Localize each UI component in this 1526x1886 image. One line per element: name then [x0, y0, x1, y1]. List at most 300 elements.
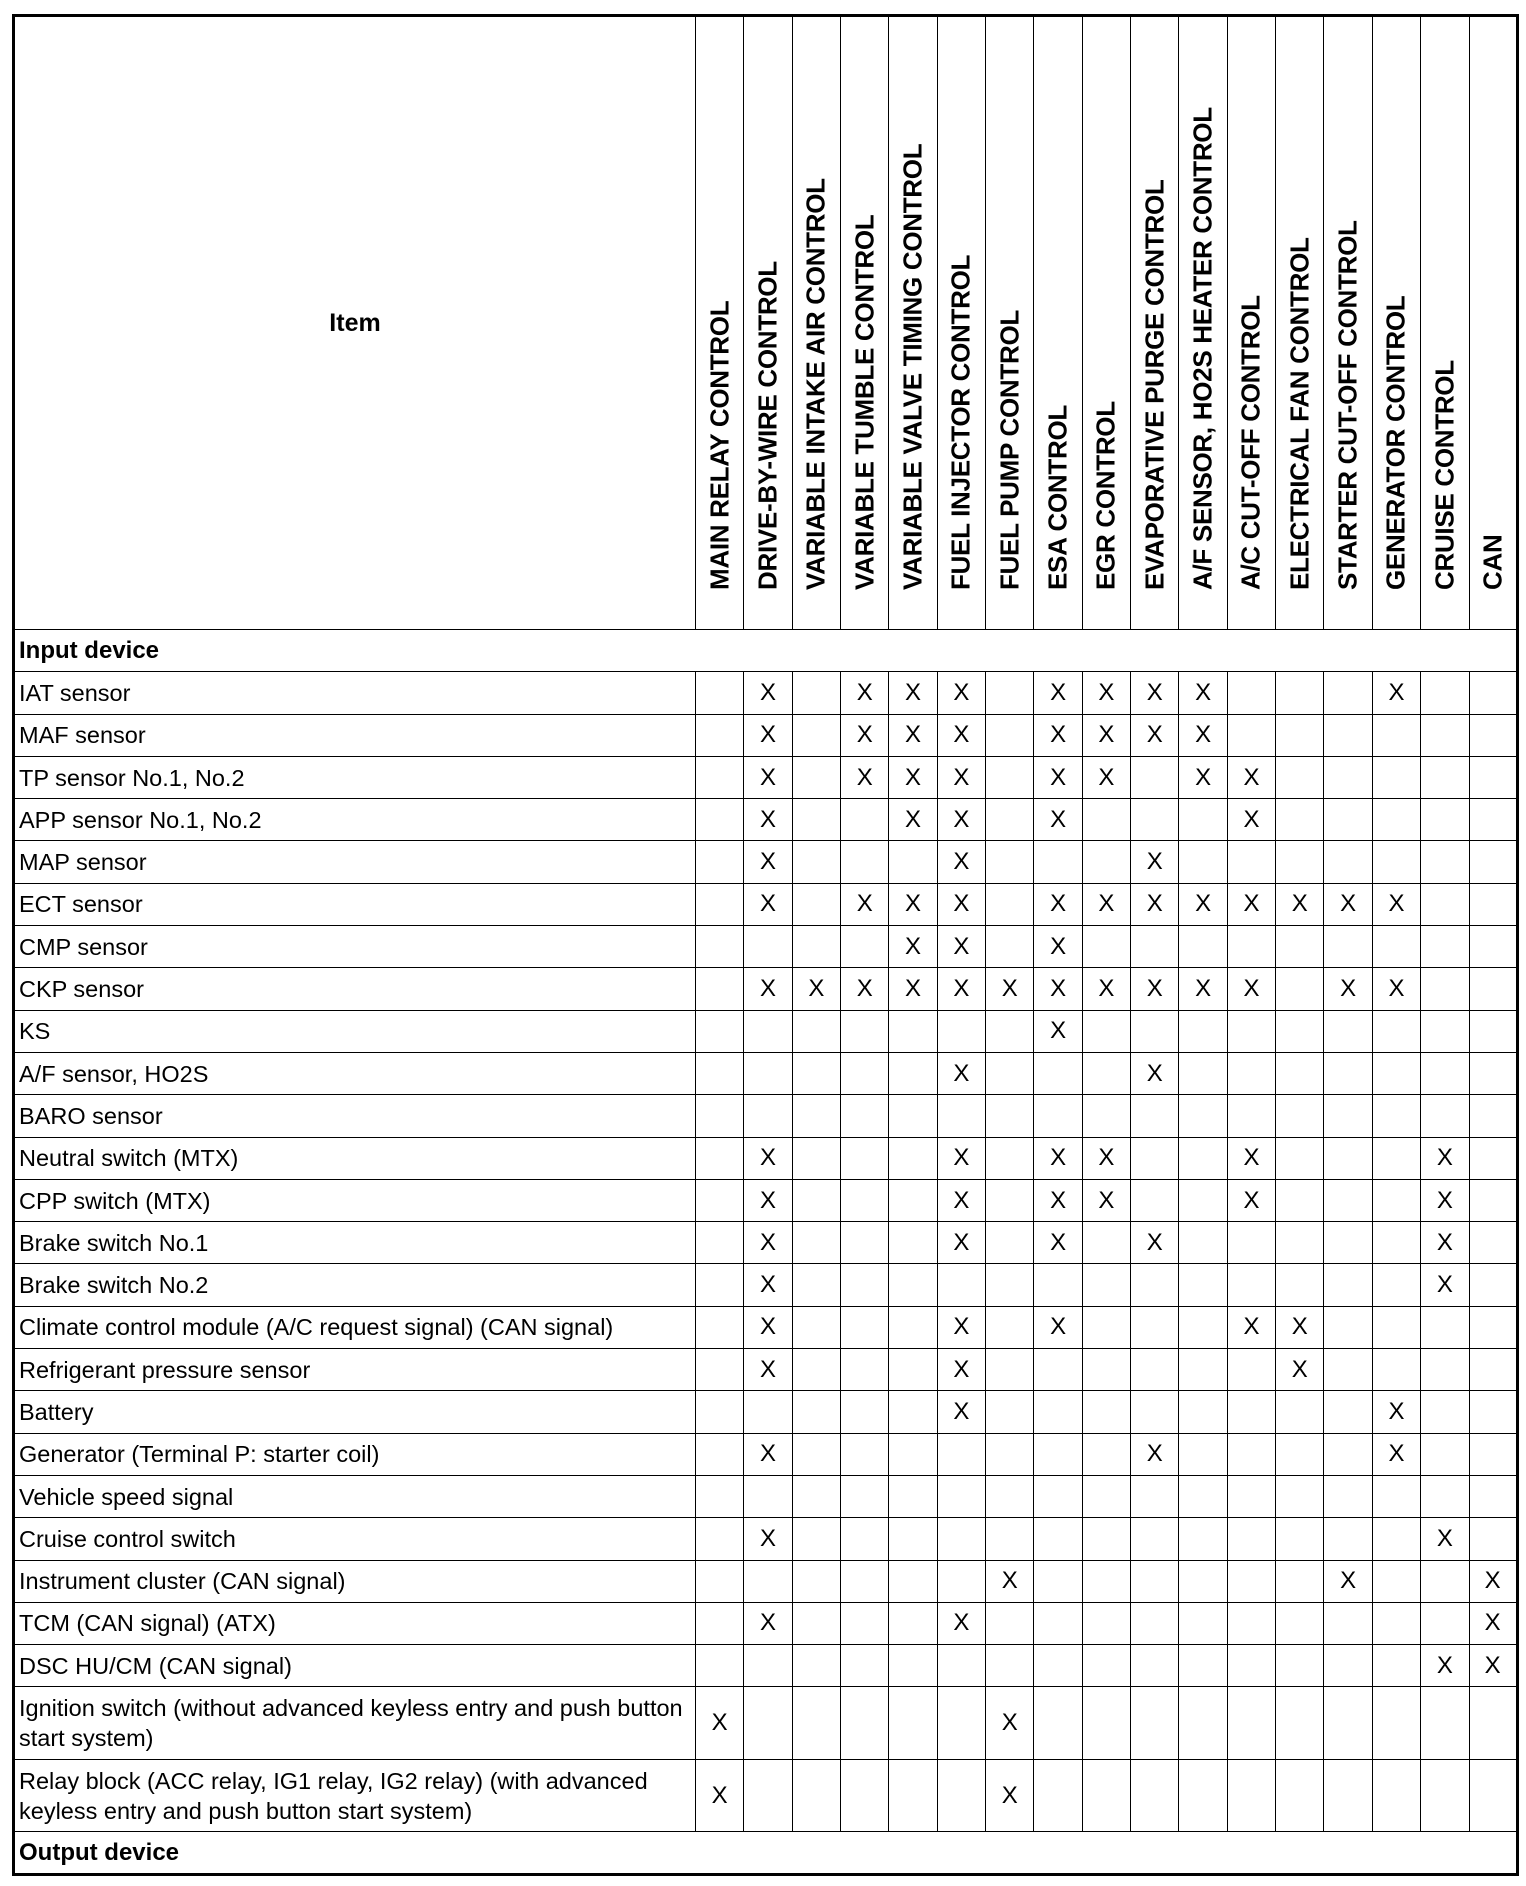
matrix-cell [937, 1264, 985, 1306]
matrix-cell [1324, 714, 1372, 756]
matrix-cell: X [937, 968, 985, 1010]
matrix-cell [1227, 841, 1275, 883]
matrix-cell [1082, 926, 1130, 968]
matrix-cell: X [1421, 1222, 1469, 1264]
matrix-cell [889, 1349, 937, 1391]
matrix-cell [1179, 1137, 1227, 1179]
matrix-cell [1324, 1179, 1372, 1221]
matrix-cell: X [937, 926, 985, 968]
matrix-cell [1227, 1010, 1275, 1052]
matrix-cell [1469, 926, 1517, 968]
matrix-cell [986, 1222, 1034, 1264]
matrix-cell [792, 1222, 840, 1264]
matrix-cell: X [1034, 1306, 1082, 1348]
control-matrix-table [12, 14, 1519, 1876]
matrix-cell [1227, 1433, 1275, 1475]
matrix-cell [1276, 1645, 1324, 1687]
matrix-cell [937, 1010, 985, 1052]
matrix-cell [696, 1560, 744, 1602]
matrix-cell [1469, 1349, 1517, 1391]
matrix-cell [744, 1095, 792, 1137]
matrix-cell: X [937, 1349, 985, 1391]
matrix-cell [792, 756, 840, 798]
matrix-cell: X [1421, 1518, 1469, 1560]
table-row [14, 883, 1518, 925]
matrix-cell: X [841, 672, 889, 714]
column-header-label: FUEL PUMP CONTROL [994, 310, 1025, 590]
matrix-cell [986, 1645, 1034, 1687]
matrix-cell: X [1034, 672, 1082, 714]
matrix-cell [841, 1560, 889, 1602]
matrix-cell [986, 756, 1034, 798]
matrix-cell: X [986, 968, 1034, 1010]
matrix-cell [792, 1010, 840, 1052]
matrix-cell: X [744, 672, 792, 714]
matrix-cell [696, 1433, 744, 1475]
matrix-cell [1179, 1560, 1227, 1602]
matrix-cell [696, 1602, 744, 1644]
matrix-cell [1034, 1391, 1082, 1433]
matrix-cell [986, 1518, 1034, 1560]
matrix-cell: X [937, 1391, 985, 1433]
matrix-cell: X [1034, 926, 1082, 968]
table-row [14, 1560, 1518, 1602]
table-row [14, 672, 1518, 714]
input-device-section [14, 630, 1518, 672]
matrix-cell [1227, 1518, 1275, 1560]
matrix-cell [1421, 756, 1469, 798]
matrix-cell [1421, 1687, 1469, 1760]
matrix-cell [696, 1137, 744, 1179]
matrix-cell: X [1131, 1052, 1179, 1094]
row-label: TP sensor No.1, No.2 [14, 756, 696, 798]
column-header-label: MAIN RELAY CONTROL [704, 300, 735, 590]
column-header-label: VARIABLE VALVE TIMING CONTROL [897, 143, 928, 590]
matrix-cell: X [1034, 1222, 1082, 1264]
matrix-cell: X [841, 756, 889, 798]
matrix-cell: X [889, 799, 937, 841]
matrix-cell: X [1324, 1560, 1372, 1602]
column-header [1469, 16, 1517, 630]
column-header [1034, 16, 1082, 630]
matrix-cell [841, 1306, 889, 1348]
column-header-label: DRIVE-BY-WIRE CONTROL [752, 261, 783, 590]
matrix-cell: X [889, 926, 937, 968]
matrix-cell [1469, 1306, 1517, 1348]
row-label: Instrument cluster (CAN signal) [14, 1560, 696, 1602]
matrix-cell [1276, 1222, 1324, 1264]
matrix-cell: X [937, 1306, 985, 1348]
matrix-cell [792, 672, 840, 714]
matrix-cell [841, 1602, 889, 1644]
matrix-cell: X [744, 1602, 792, 1644]
matrix-cell [937, 1759, 985, 1832]
column-header [1179, 16, 1227, 630]
matrix-cell: X [986, 1687, 1034, 1760]
matrix-cell: X [744, 841, 792, 883]
column-header [744, 16, 792, 630]
matrix-cell [1324, 1391, 1372, 1433]
column-header [1276, 16, 1324, 630]
table-row [14, 756, 1518, 798]
matrix-cell [986, 1306, 1034, 1348]
matrix-cell [1179, 1391, 1227, 1433]
matrix-cell: X [744, 1179, 792, 1221]
matrix-cell: X [1179, 756, 1227, 798]
matrix-cell [889, 1645, 937, 1687]
matrix-cell [1324, 672, 1372, 714]
matrix-cell [1034, 1645, 1082, 1687]
matrix-cell: X [1131, 968, 1179, 1010]
column-header-label: EGR CONTROL [1090, 401, 1121, 590]
table-row [14, 1687, 1518, 1760]
table-row [14, 1306, 1518, 1348]
matrix-cell [1276, 1095, 1324, 1137]
matrix-cell [1276, 714, 1324, 756]
column-header-label: ESA CONTROL [1042, 405, 1073, 590]
matrix-cell [841, 1095, 889, 1137]
matrix-cell [792, 1137, 840, 1179]
matrix-cell [986, 1010, 1034, 1052]
column-header [889, 16, 937, 630]
matrix-cell [1324, 1306, 1372, 1348]
matrix-cell [841, 1475, 889, 1517]
table-row [14, 968, 1518, 1010]
matrix-cell [792, 1052, 840, 1094]
matrix-cell [696, 1518, 744, 1560]
matrix-cell [1324, 756, 1372, 798]
matrix-cell: X [937, 1052, 985, 1094]
matrix-cell: X [1421, 1645, 1469, 1687]
matrix-cell [1421, 1095, 1469, 1137]
matrix-cell [1276, 799, 1324, 841]
matrix-cell [1131, 1759, 1179, 1832]
row-label: Vehicle speed signal [14, 1475, 696, 1517]
matrix-cell [986, 926, 1034, 968]
matrix-cell [1227, 1475, 1275, 1517]
matrix-cell [986, 1264, 1034, 1306]
matrix-cell [986, 1179, 1034, 1221]
matrix-cell [889, 841, 937, 883]
matrix-cell: X [1469, 1602, 1517, 1644]
matrix-cell [1131, 1645, 1179, 1687]
matrix-cell [1131, 1518, 1179, 1560]
table-row [14, 1518, 1518, 1560]
matrix-cell [1421, 1433, 1469, 1475]
item-column-header: Item [14, 16, 696, 630]
column-header [986, 16, 1034, 630]
matrix-cell [1276, 968, 1324, 1010]
matrix-cell [1179, 1645, 1227, 1687]
matrix-cell: X [1227, 883, 1275, 925]
column-header [841, 16, 889, 630]
matrix-cell [792, 1179, 840, 1221]
matrix-cell [1469, 1687, 1517, 1760]
column-header [696, 16, 744, 630]
matrix-cell [1082, 1264, 1130, 1306]
matrix-cell: X [1372, 672, 1420, 714]
table-row [14, 1264, 1518, 1306]
matrix-cell: X [1421, 1179, 1469, 1221]
matrix-cell [1324, 1518, 1372, 1560]
column-header [1131, 16, 1179, 630]
matrix-cell [1372, 841, 1420, 883]
matrix-cell [1082, 1759, 1130, 1832]
matrix-cell: X [1131, 1222, 1179, 1264]
matrix-cell [1227, 672, 1275, 714]
matrix-cell [1227, 1052, 1275, 1094]
matrix-cell: X [889, 883, 937, 925]
matrix-cell: X [889, 672, 937, 714]
matrix-cell [1372, 756, 1420, 798]
matrix-cell: X [1179, 714, 1227, 756]
matrix-cell [1034, 1475, 1082, 1517]
matrix-cell: X [1179, 672, 1227, 714]
matrix-cell [1324, 1687, 1372, 1760]
matrix-cell [889, 1391, 937, 1433]
matrix-cell [841, 1687, 889, 1760]
matrix-cell [1227, 1222, 1275, 1264]
matrix-cell: X [1034, 756, 1082, 798]
matrix-cell [1469, 1095, 1517, 1137]
matrix-cell [889, 1602, 937, 1644]
table-row [14, 1052, 1518, 1094]
matrix-cell [744, 1052, 792, 1094]
matrix-cell [1082, 1560, 1130, 1602]
matrix-cell [1469, 1179, 1517, 1221]
matrix-cell: X [744, 1264, 792, 1306]
matrix-cell: X [1421, 1137, 1469, 1179]
matrix-cell [1421, 841, 1469, 883]
matrix-cell [841, 1137, 889, 1179]
matrix-cell [792, 1349, 840, 1391]
table-row [14, 1137, 1518, 1179]
row-label: CPP switch (MTX) [14, 1179, 696, 1221]
matrix-cell: X [889, 756, 937, 798]
matrix-cell [1372, 1759, 1420, 1832]
matrix-cell [1421, 1010, 1469, 1052]
matrix-cell: X [937, 1222, 985, 1264]
matrix-cell [1276, 1179, 1324, 1221]
matrix-cell [1469, 1137, 1517, 1179]
matrix-cell [1082, 1518, 1130, 1560]
matrix-cell: X [1082, 883, 1130, 925]
matrix-cell [1469, 1222, 1517, 1264]
matrix-cell [1324, 1137, 1372, 1179]
matrix-cell [1324, 1264, 1372, 1306]
matrix-cell [1227, 1560, 1275, 1602]
matrix-cell [1131, 926, 1179, 968]
matrix-cell [889, 1095, 937, 1137]
matrix-cell [986, 714, 1034, 756]
matrix-cell [1372, 1264, 1420, 1306]
matrix-cell [1421, 1052, 1469, 1094]
matrix-cell: X [1324, 968, 1372, 1010]
matrix-cell: X [744, 968, 792, 1010]
matrix-cell [1469, 968, 1517, 1010]
row-label: Ignition switch (without advanced keyless entry and push button start system) [14, 1687, 696, 1760]
matrix-cell [1324, 1349, 1372, 1391]
matrix-cell: X [744, 1349, 792, 1391]
table-row [14, 926, 1518, 968]
matrix-cell [1034, 841, 1082, 883]
matrix-cell [696, 1645, 744, 1687]
matrix-cell [1276, 756, 1324, 798]
matrix-cell [792, 799, 840, 841]
matrix-cell [1179, 1349, 1227, 1391]
matrix-cell [1324, 1095, 1372, 1137]
column-header-label: CRUISE CONTROL [1429, 360, 1460, 590]
matrix-cell [1034, 1095, 1082, 1137]
column-header-label: GENERATOR CONTROL [1380, 295, 1411, 590]
matrix-cell [1179, 1433, 1227, 1475]
matrix-cell [1324, 841, 1372, 883]
matrix-cell [696, 1010, 744, 1052]
matrix-cell [986, 1052, 1034, 1094]
matrix-cell [1276, 1475, 1324, 1517]
matrix-cell [1082, 1095, 1130, 1137]
table-row [14, 1095, 1518, 1137]
matrix-cell [889, 1687, 937, 1760]
matrix-cell [1179, 1518, 1227, 1560]
matrix-cell: X [1082, 1137, 1130, 1179]
matrix-cell: X [937, 883, 985, 925]
matrix-cell [937, 1518, 985, 1560]
matrix-cell [1179, 1222, 1227, 1264]
matrix-cell [841, 1264, 889, 1306]
matrix-cell [792, 1687, 840, 1760]
table-row [14, 1433, 1518, 1475]
matrix-cell: X [1276, 1306, 1324, 1348]
matrix-cell [986, 799, 1034, 841]
matrix-cell [1372, 1645, 1420, 1687]
matrix-cell [1082, 1602, 1130, 1644]
table-row [14, 1759, 1518, 1832]
matrix-cell [1372, 1010, 1420, 1052]
matrix-cell [792, 883, 840, 925]
matrix-cell [1082, 1306, 1130, 1348]
matrix-cell [841, 1759, 889, 1832]
matrix-cell: X [937, 1137, 985, 1179]
matrix-cell: X [1034, 714, 1082, 756]
row-label: Neutral switch (MTX) [14, 1137, 696, 1179]
matrix-cell [889, 1433, 937, 1475]
matrix-cell [1469, 714, 1517, 756]
matrix-cell [1469, 1264, 1517, 1306]
matrix-cell [1179, 926, 1227, 968]
matrix-cell: X [744, 1433, 792, 1475]
column-header-label: ELECTRICAL FAN CONTROL [1284, 237, 1315, 590]
matrix-cell [889, 1052, 937, 1094]
matrix-cell [1034, 1518, 1082, 1560]
matrix-cell [1324, 1222, 1372, 1264]
matrix-cell [1179, 1306, 1227, 1348]
matrix-cell [841, 1349, 889, 1391]
matrix-cell: X [1469, 1560, 1517, 1602]
matrix-cell [1276, 1137, 1324, 1179]
table-row [14, 1010, 1518, 1052]
matrix-cell [1082, 1222, 1130, 1264]
matrix-cell [1324, 1010, 1372, 1052]
column-header-label: FUEL INJECTOR CONTROL [945, 254, 976, 590]
matrix-cell [937, 1687, 985, 1760]
matrix-cell [986, 672, 1034, 714]
table-row [14, 1602, 1518, 1644]
matrix-cell [1179, 1179, 1227, 1221]
matrix-cell [1324, 1475, 1372, 1517]
matrix-cell [1179, 1052, 1227, 1094]
matrix-cell [1469, 1052, 1517, 1094]
matrix-cell: X [937, 1602, 985, 1644]
matrix-cell [696, 756, 744, 798]
matrix-cell: X [744, 1137, 792, 1179]
matrix-cell [744, 1391, 792, 1433]
matrix-cell [841, 1052, 889, 1094]
matrix-cell [696, 926, 744, 968]
matrix-cell [1179, 1687, 1227, 1760]
matrix-cell [1034, 1052, 1082, 1094]
matrix-cell [792, 1560, 840, 1602]
matrix-cell: X [889, 968, 937, 1010]
matrix-cell [792, 1518, 840, 1560]
matrix-cell: X [744, 799, 792, 841]
matrix-cell: X [1421, 1264, 1469, 1306]
matrix-cell [889, 1560, 937, 1602]
column-header-label: VARIABLE TUMBLE CONTROL [849, 214, 880, 590]
matrix-cell [1034, 1759, 1082, 1832]
matrix-cell [1421, 1560, 1469, 1602]
matrix-cell [937, 1560, 985, 1602]
matrix-cell [696, 1222, 744, 1264]
matrix-cell [792, 1475, 840, 1517]
matrix-cell [1131, 799, 1179, 841]
row-label: ECT sensor [14, 883, 696, 925]
matrix-cell [1372, 1475, 1420, 1517]
row-label: CKP sensor [14, 968, 696, 1010]
matrix-cell [889, 1179, 937, 1221]
matrix-cell [1421, 1306, 1469, 1348]
matrix-cell [841, 1010, 889, 1052]
matrix-cell: X [744, 1222, 792, 1264]
matrix-cell: X [1082, 968, 1130, 1010]
matrix-cell [1227, 1759, 1275, 1832]
matrix-cell [986, 1433, 1034, 1475]
matrix-cell [1276, 1687, 1324, 1760]
matrix-cell [744, 1687, 792, 1760]
matrix-cell [1372, 714, 1420, 756]
matrix-cell [937, 1475, 985, 1517]
row-label: BARO sensor [14, 1095, 696, 1137]
column-header [1227, 16, 1275, 630]
matrix-cell: X [986, 1759, 1034, 1832]
row-label: Cruise control switch [14, 1518, 696, 1560]
matrix-cell [1082, 1687, 1130, 1760]
matrix-cell [792, 1759, 840, 1832]
matrix-cell [889, 1759, 937, 1832]
matrix-cell: X [937, 714, 985, 756]
matrix-cell: X [841, 714, 889, 756]
matrix-cell [1421, 968, 1469, 1010]
matrix-cell [1082, 1391, 1130, 1433]
matrix-cell [1227, 1602, 1275, 1644]
matrix-cell [1276, 1052, 1324, 1094]
matrix-cell [1372, 1306, 1420, 1348]
matrix-cell [1034, 1560, 1082, 1602]
matrix-cell: X [1227, 756, 1275, 798]
matrix-cell: X [744, 883, 792, 925]
matrix-cell [1324, 1645, 1372, 1687]
column-header-label: VARIABLE INTAKE AIR CONTROL [800, 178, 831, 590]
